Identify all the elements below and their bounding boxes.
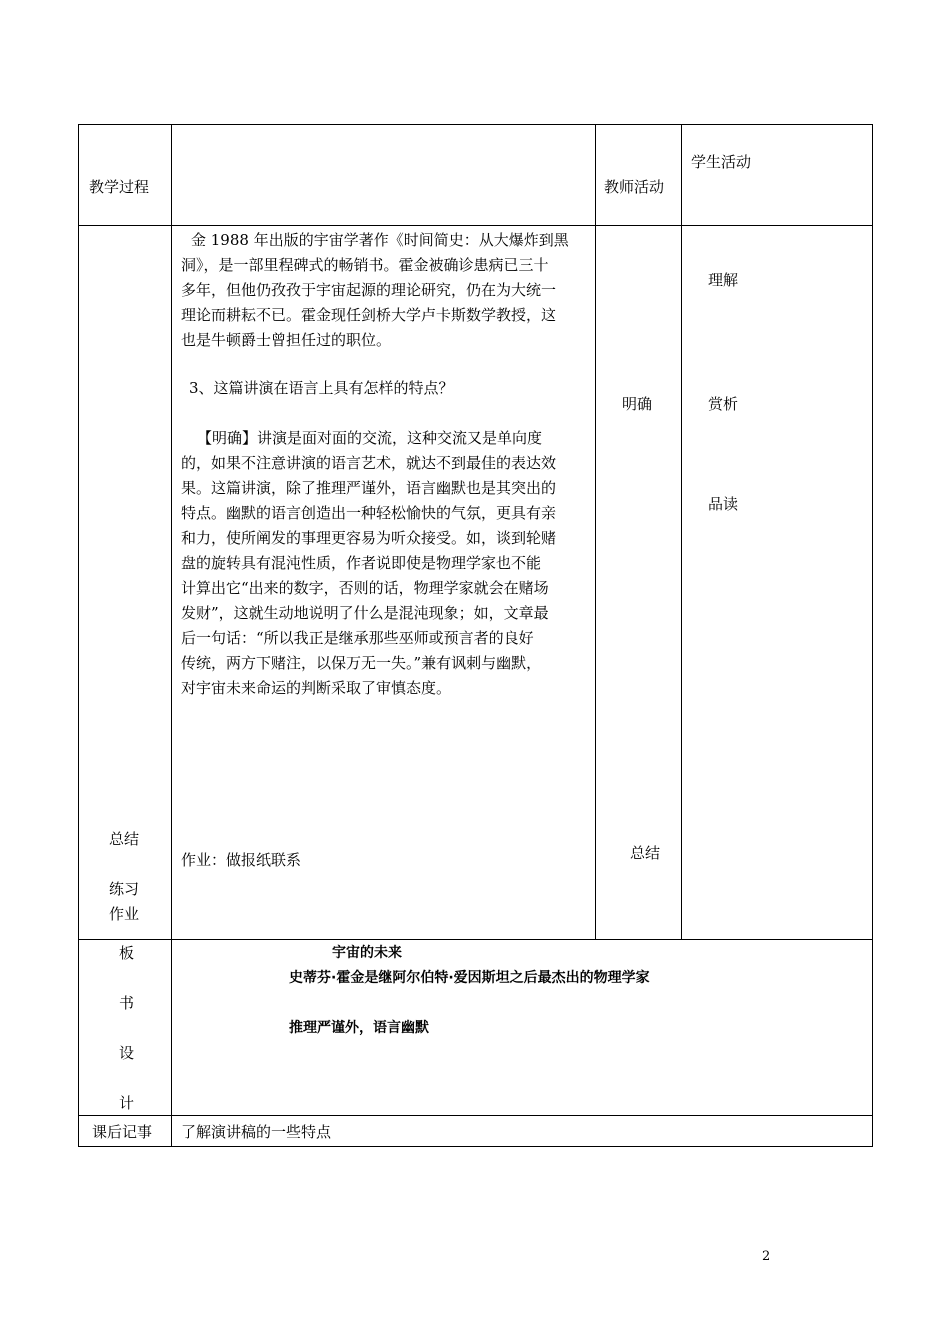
student-activity-understand: 理解 (708, 271, 739, 289)
body-homework: 作业：做报纸联系 (181, 851, 302, 869)
table-col-divider-3 (681, 124, 682, 939)
body-paragraph-answer (181, 426, 556, 701)
table-border-left (78, 124, 79, 1147)
header-student-label: 学生活动 (691, 153, 752, 171)
board-label-char: 书 (119, 994, 135, 1012)
student-activity-read: 品读 (708, 495, 739, 513)
notes-label: 课后记事 (92, 1123, 153, 1141)
paragraph-line: 发财”，这就生动地说明了什么是混沌现象；如，文章最 (181, 604, 549, 622)
paragraph-line: 和力，使所阐发的事理更容易为听众接受。如，谈到轮赌 (181, 529, 557, 547)
body-paragraph-intro (181, 228, 569, 353)
paragraph-line: 【明确】讲演是面对面的交流，这种交流又是单向度 (197, 429, 543, 447)
paragraph-line: 后一句话：“所以我正是继承那些巫师或预言者的良好 (181, 629, 534, 647)
board-label-char: 设 (119, 1044, 135, 1062)
paragraph-line: 多年，但他仍孜孜于宇宙起源的理论研究，仍在为大统一 (181, 281, 557, 299)
paragraph-line: 传统，两方下赌注，以保万无一失。”兼有讽刺与幽默， (181, 654, 542, 672)
table-col-divider-1 (171, 124, 172, 1147)
paragraph-line: 盘的旋转具有混沌性质，作者说即使是物理学家也不能 (181, 554, 542, 572)
table-rule-notes (78, 1115, 873, 1116)
table-rule-board (78, 939, 873, 940)
paragraph-line: 果。这篇讲演，除了推理严谨外，语言幽默也是其突出的 (181, 479, 557, 497)
body-question: 3、这篇讲演在语言上具有怎样的特点？ (189, 379, 454, 397)
left-label-practice: 练习 (109, 880, 140, 898)
page-number: 2 (762, 1249, 771, 1264)
paragraph-line: 也是牛顿爵士曾担任过的职位。 (181, 331, 392, 349)
board-label-char: 计 (119, 1094, 135, 1112)
paragraph-line: 金 1988 年出版的宇宙学著作《时间简史：从大爆炸到黑 (191, 231, 569, 249)
board-line-features: 推理严谨外，语言幽默 (289, 1020, 429, 1036)
paragraph-line: 的，如果不注意讲演的语言艺术，就达不到最佳的表达效 (181, 454, 557, 472)
table-border-right (872, 124, 873, 1147)
paragraph-line: 洞》，是一部里程碑式的畅销书。霍金被确诊患病已三十 (181, 256, 549, 274)
table-border-top (78, 124, 873, 125)
teacher-activity-summary: 总结 (630, 844, 661, 862)
table-border-bottom (78, 1146, 873, 1147)
paragraph-line: 计算出它“出来的数字，否则的话，物理学家就会在赌场 (181, 579, 549, 597)
paragraph-line: 特点。幽默的语言创造出一种轻松愉快的气氛，更具有亲 (181, 504, 557, 522)
left-label-homework: 作业 (109, 905, 140, 923)
header-teacher-label: 教师活动 (604, 178, 665, 196)
left-label-summary: 总结 (109, 830, 140, 848)
table-rule-header (78, 225, 873, 226)
board-label-char: 板 (119, 944, 135, 962)
board-line-hawking: 史蒂芬·霍金是继阿尔伯特·爱因斯坦之后最杰出的物理学家 (289, 970, 650, 986)
table-col-divider-2 (595, 124, 596, 939)
paragraph-line: 对宇宙未来命运的判断采取了审慎态度。 (181, 679, 452, 697)
notes-content: 了解演讲稿的一些特点 (181, 1123, 332, 1141)
board-title: 宇宙的未来 (332, 945, 402, 961)
header-process-label: 教学过程 (89, 178, 150, 196)
paragraph-line: 理论而耕耘不已。霍金现任剑桥大学卢卡斯数学教授，这 (181, 306, 557, 324)
teacher-activity-ming: 明确 (622, 395, 653, 413)
student-activity-appreciate: 赏析 (708, 395, 739, 413)
